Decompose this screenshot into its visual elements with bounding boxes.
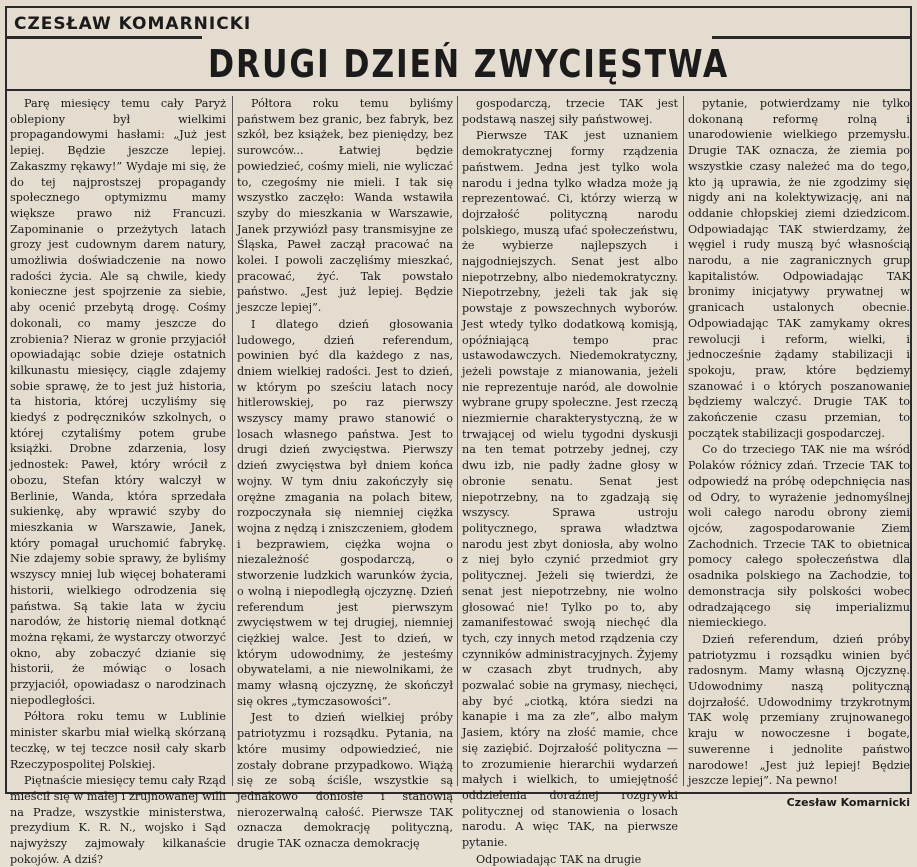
paragraph: Dzień referendum, dzień próby patriotyzmu i rozsądku winien być radosnym. Mamy własną Ojczyznę. Udowodnimy naszą polityczną dojrzałość. Udowodnimy trzykrotnym TAK wolę przemiany zrujnowanego kraju w nowoczesne i bogate, suwerenne i jednolite państwo narodowe! „Jest już lepiej! Będzie jeszcze lepiej”. Na pewno! xyxy=(688,632,910,788)
paragraph: pytanie, potwierdzamy nie tylko dokonaną reformę rolną i unarodowienie wielkiego przemysłu. Drugie TAK oznacza, że ziemia po wszystkie czasy należeć ma do tego, kto ją uprawia, że nie zgodzimy się nigdy ani na kolektywizację, ani na oddanie chłopskiej ziemi dziedzicom. Odpowiadając TAK stwierdzamy, że węgiel i rudy muszą być własnością narodu, a nie zagranicznych grup kapitalistów. Odpowiadając TAK bronimy inicjatywy prywatnej w granicach ustalonych obecnie. Odpowiadając TAK zamykamy okres rewolucji i reform, wielki, i jednocześnie żądamy stabilizacji i spokoju, praw, które będziemy szanować i o których poszanowanie będziemy walczyć. Drugie TAK to zakończenie czasu przemian, to początek stabilizacji gospodarczej. xyxy=(688,97,910,440)
paragraph: I dlatego dzień głosowania ludowego, dzień referendum, powinien być dla każdego z nas, dniem wielkiej radości. Jest to dzień, w którym po sześciu latach nocy hitlerowskiej, po raz pierwszy wszyscy mamy prawo stanowić o losach własnego państwa. Jest to drugi dzień zwycięstwa. Pierwszy dzień zwycięstwa był dniem końca wojny. W tym dniu zakończyły się orężne zmagania na polach bitew, rozpoczynała się niemniej ciężka wojna z nędzą i zniszczeniem, głodem i bezprawiem, ciężka wojna o niezależność gospodarczą, o stworzenie ludzkich warunków życia, o wolną i niepodległą ojczyznę. Dzień referendum jest pierwszym zwycięstwem w tej drugiej, niemniej ciężkiej walce. Jest to dzień, w którym udowodnimy, że jesteśmy obywatelami, a nie niewolnikami, że mamy własną ojczyznę, że skończył się okres „tymczasowości”. xyxy=(237,317,453,708)
author-signature: Czesław Komarnicki xyxy=(786,795,910,809)
column-separator xyxy=(683,96,684,786)
headline-side-rule xyxy=(712,36,911,39)
frame-right xyxy=(910,6,912,794)
paragraph: Co do trzeciego TAK nie ma wśród Polaków różnicy zdań. Trzecie TAK to odpowiedź na próbę odepchnięcia nas od Odry, to wyrażenie jednomyślnej woli całego narodu obrony ziemi ojców, zagospodarowanie Ziem Zachodnich. Trzecie TAK to obietnica pomocy całego społeczeństwa dla osadnika polskiego na Zachodzie, to demonstracja siły polskości wobec odradzającego się imperializmu niemieckiego. xyxy=(688,443,910,630)
text-column-3 xyxy=(462,96,678,866)
paragraph: Półtora roku temu byliśmy państwem bez granic, bez fabryk, bez szkół, bez książek, bez pieniędzy, bez surowców... Łatwiej będzie powiedzieć, cośmy mieli, nie wyliczać to, czegośmy nie mieli. I tak się wszystko zaczęło: Wanda wstawiła szyby do mieszkania w Warszawie, Janek przywiózł pasy transmisyjne ze Śląska, Paweł zaczął pracować na kolei. I powoli zaczęliśmy mieszkać, pracować, żyć. Tak powstało państwo. „Jest już lepiej. Będzie jeszcze lepiej”. xyxy=(237,97,453,315)
paragraph: Parę miesięcy temu cały Paryż oblepiony był wielkimi propagandowymi hasłami: „Już jest lepiej. Będzie jeszcze lepiej. Zakaszmy rękawy!” Wydaje mi się, że do tej najprostszej propagandy społecznego optymizmu mamy większe prawo niż Francuzi. Zapominanie o przeżytych latach grozy jest cudownym darem natury, umożliwia doświadczenie na nowo radości życia. Ale są chwile, kiedy konieczne jest spojrzenie za siebie, aby ocenić przebytą drogę. Cośmy dokonali, co mamy jeszcze do zrobienia? Nieraz w gronie przyjaciół opowiadając sobie dzieje ostatnich kilkunastu miesięcy, ciągle zdajemy sobie sprawę, że to jest już historia, ta historia, której uczyliśmy się kiedyś z podręczników szkolnych, o której czytaliśmy potem grube książki. Drobne zdarzenia, losy jednostek: Paweł, który wrócił z obozu, Stefan który walczył w Berlinie, Wanda, która sprzedała sukienkę, aby wprawić szyby do mieszkania w Warszawie, Janek, który pomagał uruchomić fabrykę. Nie zdajemy sobie sprawy, że byliśmy wszyscy mniej lub więcej bohaterami historii, wielkiego odrodzenia się państwa. Są takie lata w życiu narodów, że historię niemal dotknąć można rękami, że wystarczy otworzyć okno, aby zobaczyć dzianie się historii, że mówiąc o losach przyjaciół, opowiadasz o narodzinach niepodległości. xyxy=(10,97,226,707)
paragraph: Piętnaście miesięcy temu cały Rząd mieścił się w małej i zrujnowanej willi na Pradze, wszystkie ministerstwa, prezydium K. R. N., wojsko i Sąd najwyższy zajmowały kilkanaście pokojów. A dziś? xyxy=(10,774,226,866)
paragraph: Odpowiadając TAK na drugie xyxy=(476,852,642,866)
author-byline: CZESŁAW KOMARNICKI xyxy=(14,14,252,34)
column-separator xyxy=(457,96,458,786)
paragraph: Półtora roku temu w Lublinie minister skarbu miał wielką skórzaną teczkę, w tej teczce nosił cały skarb Rzeczypospolitej Polskiej. xyxy=(10,710,226,771)
text-column-2 xyxy=(237,96,453,851)
top-rule xyxy=(6,6,911,8)
paragraph: Pierwsze TAK jest uznaniem demokratycznej formy rządzenia państwem. Jedna jest tylko wola narodu i jedna tylko władza może ją reprezentować. Ci, którzy wierzą w dojrzałość polityczną narodu polskiego, muszą ufać społeczeństwu, że wybierze najlepszych i najgodniejszych. Senat jest albo niepotrzebny, albo niedemokratyczny. Niepotrzebny, jeżeli tak jak się powstaje z powszechnych wyborów. Jest wtedy tylko dodatkową komisją, opóźniającą tempo prac ustawodawczych. Niedemokratyczny, jeżeli powstaje z mianowania, jeżeli nie reprezentuje naród, ale dowolnie wybrane grupy społeczne. Jest rzeczą niezmiernie charakterystyczną, że w trwającej od wielu tygodni dyskusji na ten temat potrzeby jednej, czy dwu izb, nie padły żadne głosy w obronie senatu. Senat jest niepotrzebny, na to zgadzają się wszyscy. Sprawa ustroju politycznego, sprawa władztwa narodu jest zbyt doniosła, aby wolno z niej było czynić przedmiot gry politycznej. Jeżeli się twierdzi, że senat jest niepotrzebny, nie wolno głosować nie! Tylko po to, aby zamanifestować swoją niechęć dla tych, czy innych metod rządzenia czy czynników administracyjnych. Żyjemy w czasach zbyt trudnych, aby pozwalać sobie na grymasy, niechęci, aby być „ciotką, która siedzi na kanapie i ma za złe”, albo małym Jasiem, który na złość mamie, chce się zaziębić. Dojrzałość polityczna — to zrozumienie hierarchii wydarzeń małych i wielkich, to umiejętność oddzielenia doraźnej rozgrywki politycznej od stanowienia o losach narodu. A więc TAK, na pierwsze pytanie. xyxy=(462,129,678,850)
paragraph: gospodarczą, trzecie TAK jest podstawą naszej siły państwowej. xyxy=(462,97,678,126)
paragraph: Jest to dzień wielkiej próby patriotyzmu i rozsądku. Pytania, na które musimy odpowiedzieć, nie zostały dobrane przypadkowo. Wiążą się ze sobą ściśle, wszystkie są jednakowo doniosłe i stanowią nierozerwalną całość. Pierwsze TAK oznacza demokrację polityczną, drugie TAK oznacza demokrację xyxy=(237,711,453,851)
frame-left xyxy=(5,6,7,794)
text-column-1 xyxy=(10,96,226,866)
column-separator xyxy=(232,96,233,786)
headline: DRUGI DZIEŃ ZWYCIĘSTWA xyxy=(208,42,730,86)
headline-rule xyxy=(6,89,911,91)
byline-rule xyxy=(6,36,202,39)
text-column-4 xyxy=(688,96,910,809)
